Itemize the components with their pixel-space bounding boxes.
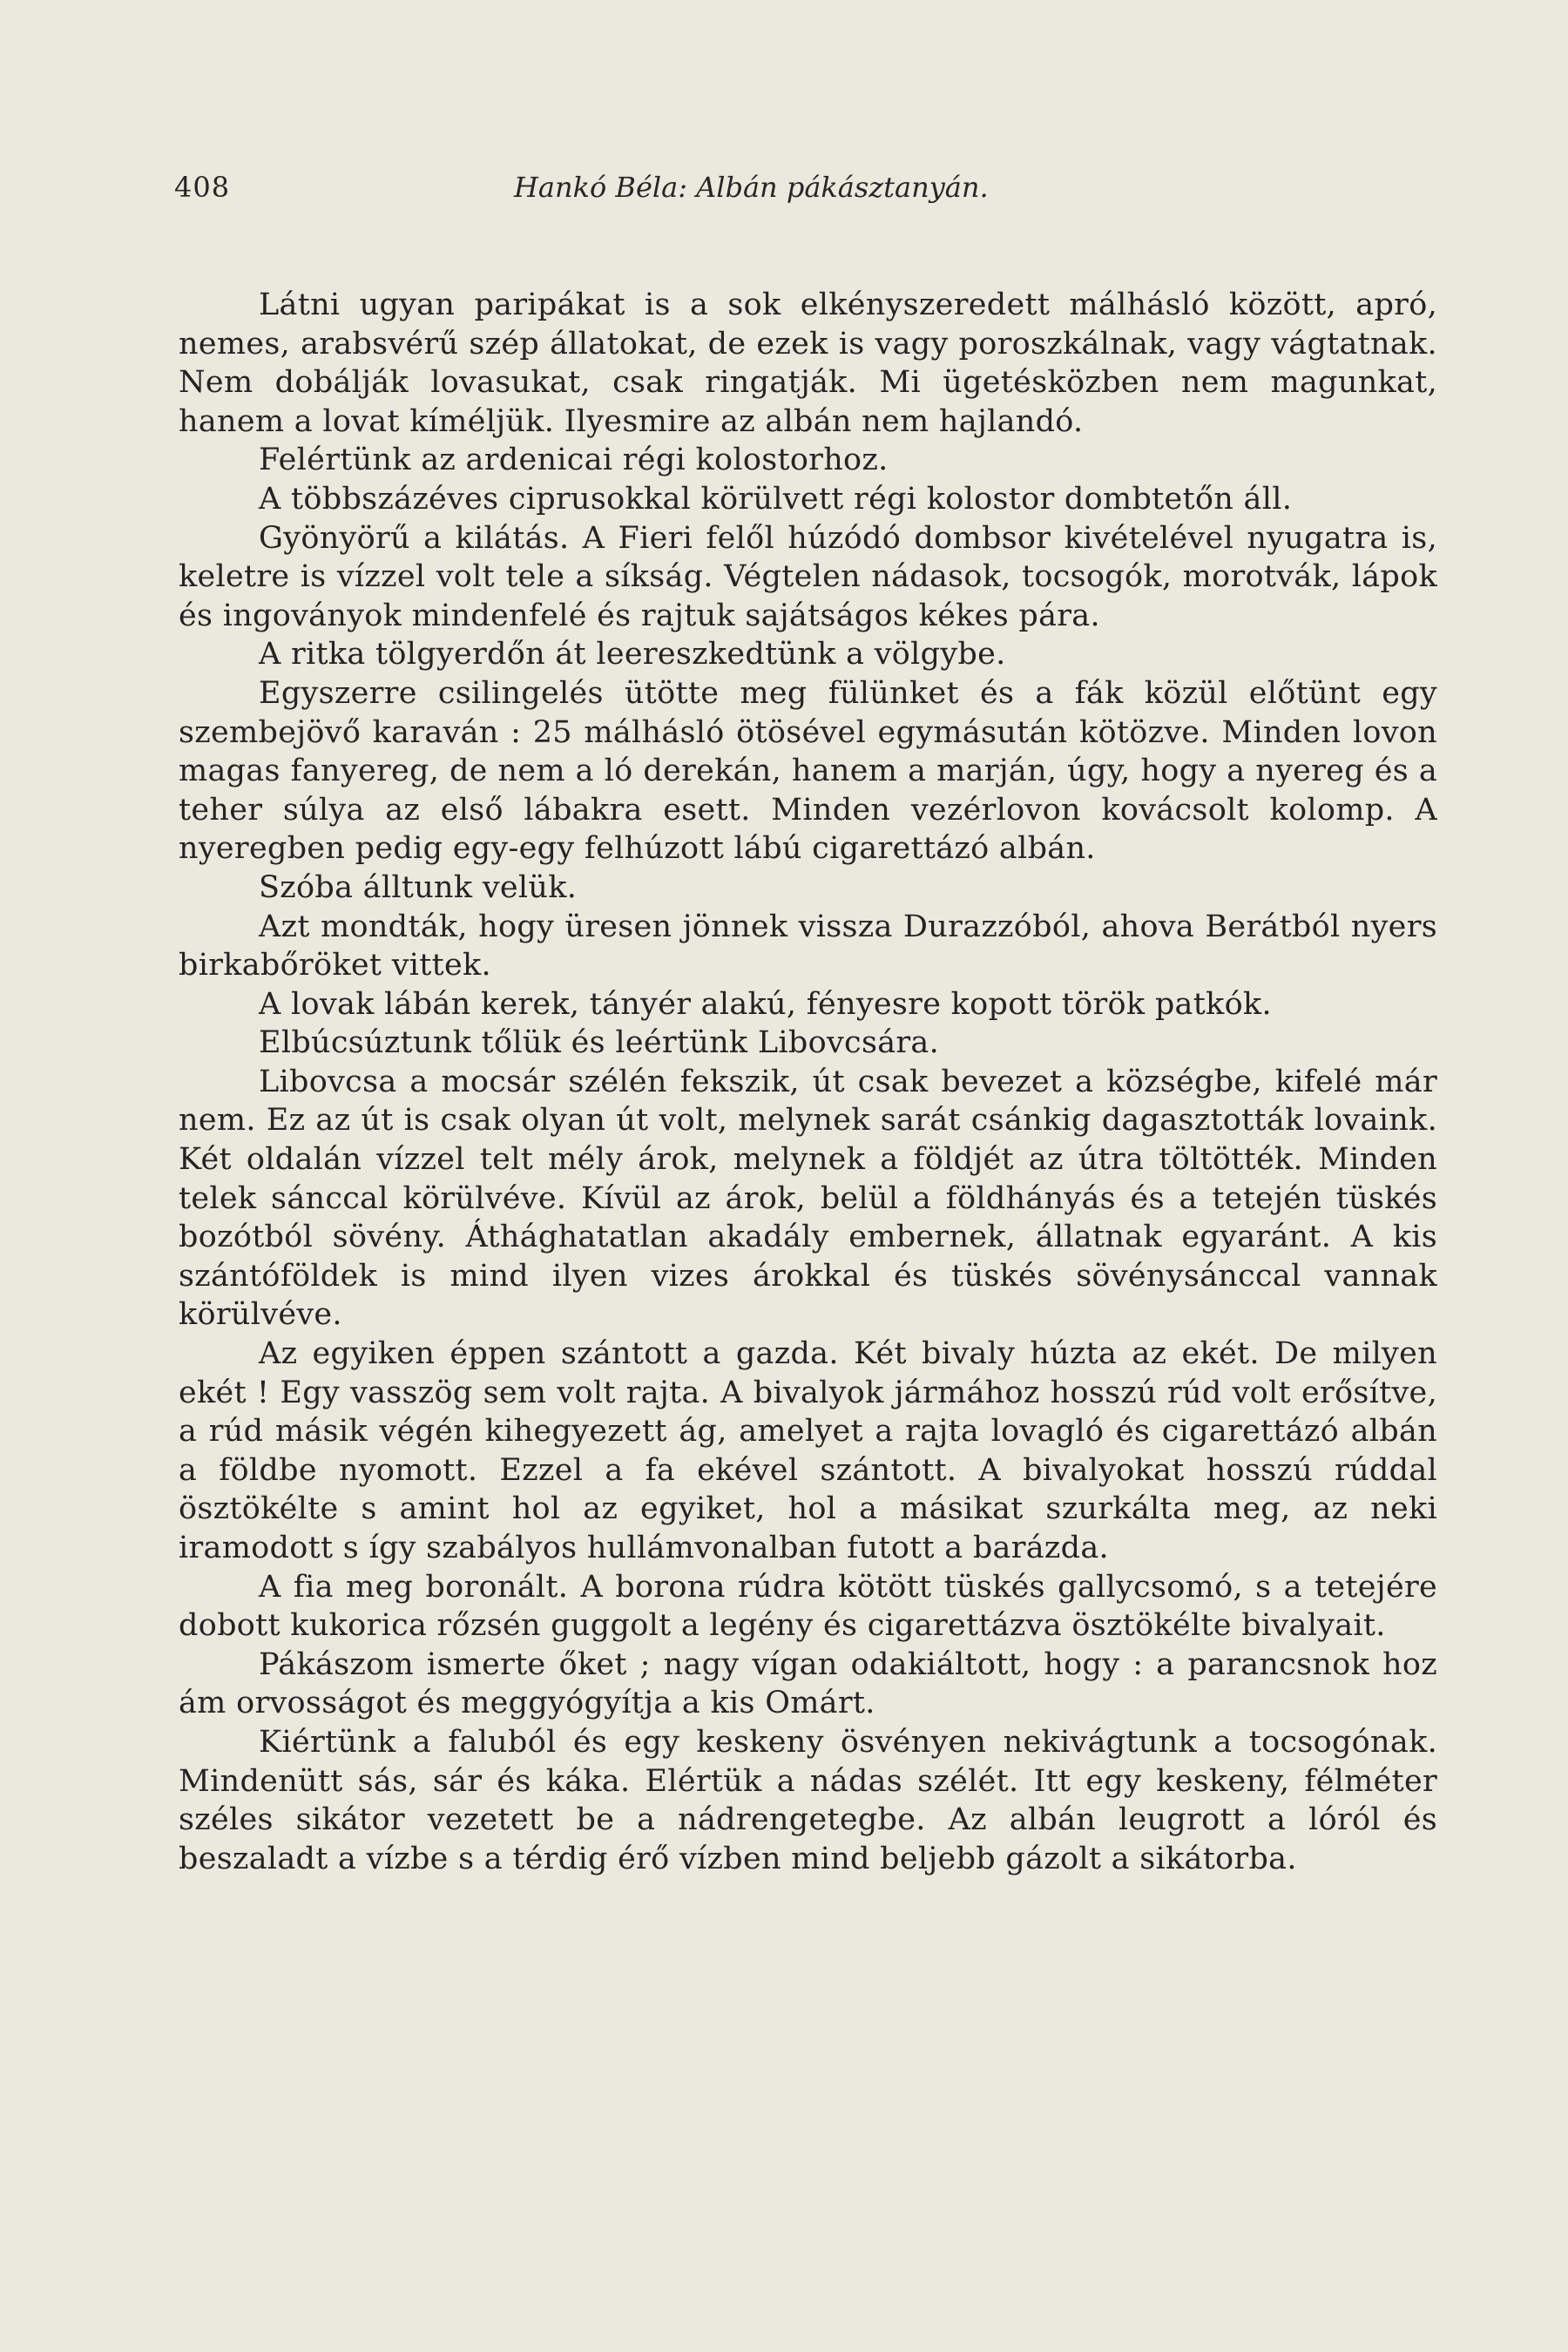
- paragraph: A fia meg boronált. A borona rúdra kötött tüskés gallycsomó, s a tetejére dobott kukorica rőzsén guggolt a legény és cigarettázva ösztökélte bivalyait.: [179, 1569, 1437, 1644]
- page-number: 408: [174, 171, 231, 204]
- paragraph: Szóba álltunk velük.: [259, 869, 578, 905]
- paragraph: A lovak lábán kerek, tányér alakú, fényesre kopott török patkók.: [259, 986, 1272, 1022]
- paragraph: Látni ugyan paripákat is a sok elkényszeredett málhásló között, apró, nemes, arabsvérű szép állatokat, de ezek is vagy poroszkálnak, vagy vágtatnak. Nem dobálják lovasukat, csak ringatják. Mi ügetésközben nem magunkat, hanem a lovat kíméljük. Ilyesmire az albán nem hajlandó.: [179, 287, 1437, 439]
- paragraph: Pákászom ismerte őket ; nagy vígan odakiáltott, hogy : a parancsnok hoz ám orvosságot és meggyógyítja a kis Omárt.: [179, 1646, 1437, 1721]
- paragraph: Az egyiken éppen szántott a gazda. Két bivaly húzta az ekét. De milyen ekét ! Egy vasszög sem volt rajta. A bivalyok jármához hosszú rúd volt erősítve, a rúd másik végén kihegyezett ág, amelyet a rajta lovagló és cigarettázó albán a földbe nyomott. Ezzel a fa ekével szántott. A bivalyokat hosszú rúddal ösztökélte s amint hol az egyiket, hol a másikat szurkálta meg, az neki iramodott s így szabályos hullámvonalban futott a barázda.: [179, 1336, 1437, 1565]
- paragraph: A ritka tölgyerdőn át leereszkedtünk a völgybe.: [259, 637, 1006, 672]
- paragraph: Felértünk az ardenicai régi kolostorhoz.: [259, 443, 889, 478]
- paragraph: Egyszerre csilingelés ütötte meg fülünket és a fák közül előtünt egy szembejövő karaván : 25 málhásló ötösével egymásután kötözve. Minden lovon magas fanyereg, de nem a ló derekán, hanem a marján, úgy, hogy a nyereg és a teher súlya az első lábakra esett. Minden vezérlovon kovácsolt kolomp. A nyeregben pedig egy-egy felhúzott lábú cigarettázó albán.: [179, 675, 1437, 867]
- body-text: [179, 286, 1437, 1878]
- paragraph: Gyönyörű a kilátás. A Fieri felől húzódó dombsor kivételével nyugatra is, keletre is vízzel volt tele a síkság. Végtelen nádasok, tocsogók, morotvák, lápok és ingoványok mindenfelé és rajtuk sajátságos kékes pára.: [179, 520, 1437, 633]
- paragraph: Kiértünk a faluból és egy keskeny ösvényen nekivágtunk a tocsogónak. Mindenütt sás, sár és káka. Elértük a nádas szélét. Itt egy keskeny, félméter széles sikátor vezetett be a nádrengetegbe. Az albán leugrott a lóról és beszaladt a vízbe s a térdig érő vízben mind beljebb gázolt a sikátorba.: [179, 1724, 1437, 1876]
- paragraph: Elbúcsúztunk tőlük és leértünk Libovcsára.: [259, 1025, 939, 1061]
- page-header: [174, 171, 1446, 213]
- paragraph: A többszázéves ciprusokkal körülvett régi kolostor dombtetőn áll.: [259, 481, 1293, 517]
- paragraph: Azt mondták, hogy üresen jönnek vissza Durazzóból, ahova Berátból nyers birkabőröket vittek.: [179, 909, 1437, 983]
- paragraph: Libovcsa a mocsár szélén fekszik, út csak bevezet a községbe, kifelé már nem. Ez az út is csak olyan út volt, melynek sarát csánkig dagasztották lovaink. Két oldalán vízzel telt mély árok, melynek a földjét az útra töltötték. Minden telek sánccal körülvéve. Kívül az árok, belül a földhányás és a tetején tüskés bozótból sövény. Áthághatatlan akadály embernek, állatnak egyaránt. A kis szántóföldek is mind ilyen vizes árokkal és tüskés sövénysánccal vannak körülvéve.: [179, 1064, 1437, 1333]
- running-title: Hankó Béla: Albán pákásztanyán.: [514, 171, 989, 204]
